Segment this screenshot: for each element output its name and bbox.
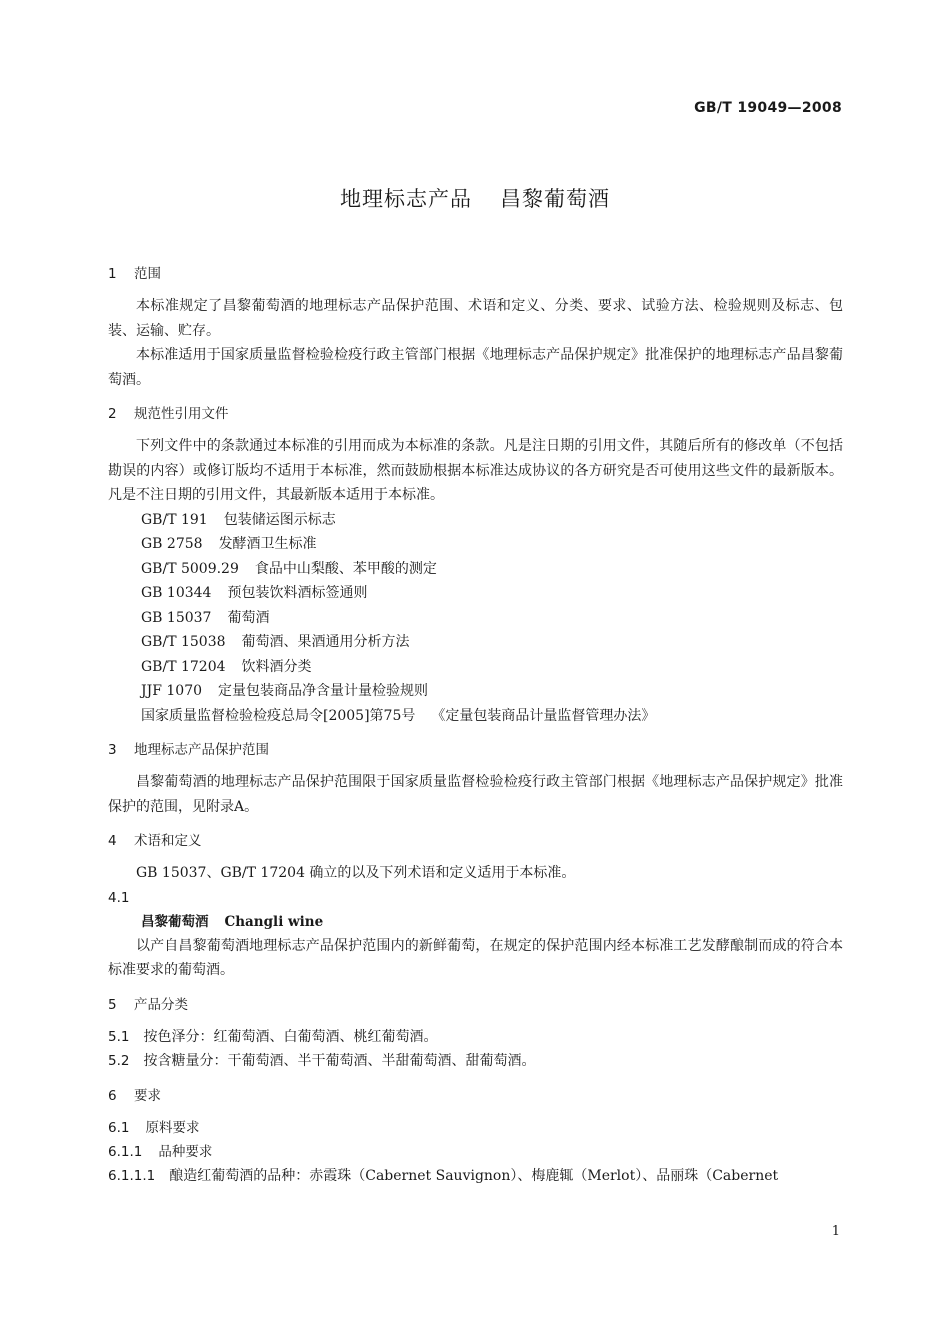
section-number: 3 [108, 742, 117, 758]
reference-code: GB 10344 [141, 585, 212, 601]
reference-code: GB/T 191 [141, 511, 208, 528]
paragraph: 本标准规定了昌黎葡萄酒的地理标志产品保护范围、术语和定义、分类、要求、试验方法、检验规则及标志、包装、运输、贮存。 [108, 298, 843, 339]
reference-title: 饮料酒分类 [241, 658, 312, 675]
standard-number: GB/T 19049—2008 [694, 100, 842, 116]
subsection-title: 原料要求 [145, 1119, 200, 1136]
subsection-title: 品种要求 [158, 1143, 213, 1160]
title-part-1: 地理标志产品 [340, 187, 472, 211]
section-title: 产品分类 [134, 996, 188, 1013]
term-english: Changli wine [224, 913, 324, 930]
section-number: 6 [108, 1087, 117, 1104]
term-definition: 以产自昌黎葡萄酒地理标志产品保护范围内的新鲜葡萄，在规定的保护范围内经本标准工艺发酵酿制而成的符合本标准要求的葡萄酒。 [108, 937, 843, 978]
paragraph: 下列文件中的条款通过本标准的引用而成为本标准的条款。凡是注日期的引用文件，其随后所有的修改单（不包括勘误的内容）或修订版均不适用于本标准，然而鼓励根据本标准达成协议的各方研究是否可使用这些文件的最新版本。凡是不注日期的引用文件，其最新版本适用于本标准。 [108, 438, 843, 503]
page-number: 1 [831, 1224, 840, 1239]
section-number: 2 [108, 406, 117, 422]
term-entry [108, 910, 843, 934]
subsection-number: 4.1 [108, 889, 130, 906]
clause-number: 6.1.1.1 [108, 1167, 156, 1184]
reference-code: 国家质量监督检验检疫总局令[2005]第75号 [141, 707, 416, 724]
section-number: 5 [108, 996, 117, 1013]
subsection-number: 6.1.1 [108, 1143, 143, 1160]
reference-code: GB 2758 [141, 536, 203, 552]
reference-item [108, 508, 843, 533]
classification-item [108, 1049, 843, 1074]
reference-title: 预包装饮料酒标签通则 [227, 585, 368, 601]
reference-code: GB/T 15038 [141, 634, 226, 650]
section-4-heading [108, 829, 843, 853]
reference-item [108, 606, 843, 631]
item-text: 按含糖量分：干葡萄酒、半干葡萄酒、半甜葡萄酒、甜葡萄酒。 [143, 1053, 536, 1069]
reference-code: GB/T 5009.29 [141, 560, 239, 577]
reference-code: GB 15037 [141, 609, 212, 626]
reference-title: 《定量包装商品计量监督管理办法》 [431, 707, 656, 724]
clause-text: 酿造红葡萄酒的品种：赤霞珠（Cabernet Sauvignon）、梅鹿辄（Merlot）、品丽珠（Cabernet [169, 1167, 779, 1184]
term-chinese: 昌黎葡萄酒 [141, 913, 209, 930]
section-1-heading [108, 262, 843, 286]
title-part-2: 昌黎葡萄酒 [500, 187, 610, 211]
reference-title: 定量包装商品净含量计量检验规则 [218, 683, 429, 699]
reference-title: 葡萄酒 [227, 609, 270, 626]
reference-item [108, 581, 843, 606]
clause-item [108, 1164, 843, 1189]
subsection-heading [108, 1116, 843, 1140]
reference-item [108, 704, 843, 729]
document-title [0, 183, 950, 213]
reference-item [108, 557, 843, 582]
reference-item [108, 655, 843, 680]
paragraph: 本标准适用于国家质量监督检验检疫行政主管部门根据《地理标志产品保护规定》批准保护的地理标志产品昌黎葡萄酒。 [108, 347, 843, 388]
paragraph: GB 15037、GB/T 17204 确立的以及下列术语和定义适用于本标准。 [136, 865, 576, 881]
classification-item [108, 1025, 843, 1050]
subsection-heading [108, 1140, 843, 1164]
paragraph: 昌黎葡萄酒的地理标志产品保护范围限于国家质量监督检验检疫行政主管部门根据《地理标志产品保护规定》批准保护的范围，见附录A。 [108, 774, 843, 815]
section-title: 范围 [134, 266, 161, 282]
section-title: 地理标志产品保护范围 [134, 742, 269, 758]
reference-item [108, 532, 843, 557]
reference-title: 发酵酒卫生标准 [218, 536, 317, 552]
section-2-heading [108, 402, 843, 426]
section-number: 4 [108, 833, 117, 849]
section-3-heading [108, 738, 843, 762]
item-number: 5.1 [108, 1028, 130, 1045]
section-number: 1 [108, 266, 117, 282]
item-number: 5.2 [108, 1053, 130, 1069]
section-6-heading [108, 1084, 843, 1108]
section-title: 要求 [134, 1087, 161, 1104]
reference-title: 包装储运图示标志 [223, 511, 336, 528]
reference-item [108, 630, 843, 655]
reference-title: 食品中山梨酸、苯甲酸的测定 [254, 560, 437, 577]
section-5-heading [108, 993, 843, 1017]
reference-code: GB/T 17204 [141, 658, 226, 675]
reference-title: 葡萄酒、果酒通用分析方法 [241, 634, 410, 650]
document-body [108, 262, 843, 1188]
reference-code: JJF 1070 [141, 683, 203, 699]
section-title: 规范性引用文件 [134, 406, 229, 422]
item-text: 按色泽分：红葡萄酒、白葡萄酒、桃红葡萄酒。 [143, 1028, 438, 1045]
reference-item [108, 679, 843, 704]
subsection-number: 6.1 [108, 1119, 130, 1136]
section-title: 术语和定义 [134, 833, 202, 849]
